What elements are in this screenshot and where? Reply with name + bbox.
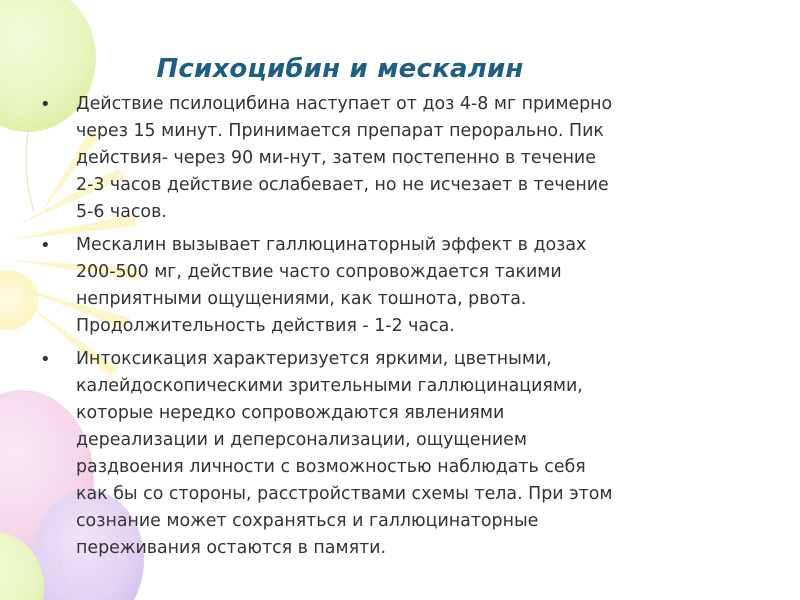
yellow-circle-icon bbox=[0, 270, 38, 330]
text-line: дереализации и деперсонализации, ощущением bbox=[76, 430, 528, 450]
bullet-list bbox=[40, 91, 780, 568]
bullet-marker: • bbox=[40, 235, 51, 256]
bullet-text bbox=[76, 232, 780, 340]
text-line: калейдоскопическими зрительными галлюцинациями, bbox=[76, 376, 583, 396]
list-item bbox=[40, 91, 780, 226]
list-item bbox=[40, 346, 780, 562]
text-line: Продолжительность действия - 1-2 часа. bbox=[76, 316, 455, 336]
text-line: неприятными ощущениями, как тошнота, рвота. bbox=[76, 289, 527, 309]
text-line: 5-6 часов. bbox=[76, 202, 167, 222]
text-line: как бы со стороны, расстройствами схемы тела. При этом bbox=[76, 484, 613, 504]
bullet-text bbox=[76, 346, 780, 562]
list-item bbox=[40, 232, 780, 340]
text-line: через 15 минут. Принимается препарат перорально. Пик bbox=[76, 121, 604, 141]
text-line: 200-500 мг, действие часто сопровождается такими bbox=[76, 262, 562, 282]
bullet-text bbox=[76, 91, 780, 226]
bullet-marker: • bbox=[40, 349, 51, 370]
text-line: Мескалин вызывает галлюцинаторный эффект в дозах bbox=[76, 235, 587, 255]
text-line: действия- через 90 ми-нут, затем постепенно в течение bbox=[76, 148, 596, 168]
text-line: Действие псилоцибина наступает от доз 4-8 мг примерно bbox=[76, 94, 613, 114]
bullet-marker: • bbox=[40, 94, 51, 115]
text-line: Интоксикация характеризуется яркими, цветными, bbox=[76, 349, 552, 369]
slide-title: Психоцибин и мескалин bbox=[156, 54, 524, 84]
text-line: 2-3 часов действие ослабевает, но не исчезает в течение bbox=[76, 175, 609, 195]
text-line: которые нередко сопровождаются явлениями bbox=[76, 403, 505, 423]
text-line: переживания остаются в памяти. bbox=[76, 538, 386, 558]
text-line: раздвоения личности с возможностью наблюдать себя bbox=[76, 457, 586, 477]
text-line: сознание может сохраняться и галлюцинаторные bbox=[76, 511, 539, 531]
